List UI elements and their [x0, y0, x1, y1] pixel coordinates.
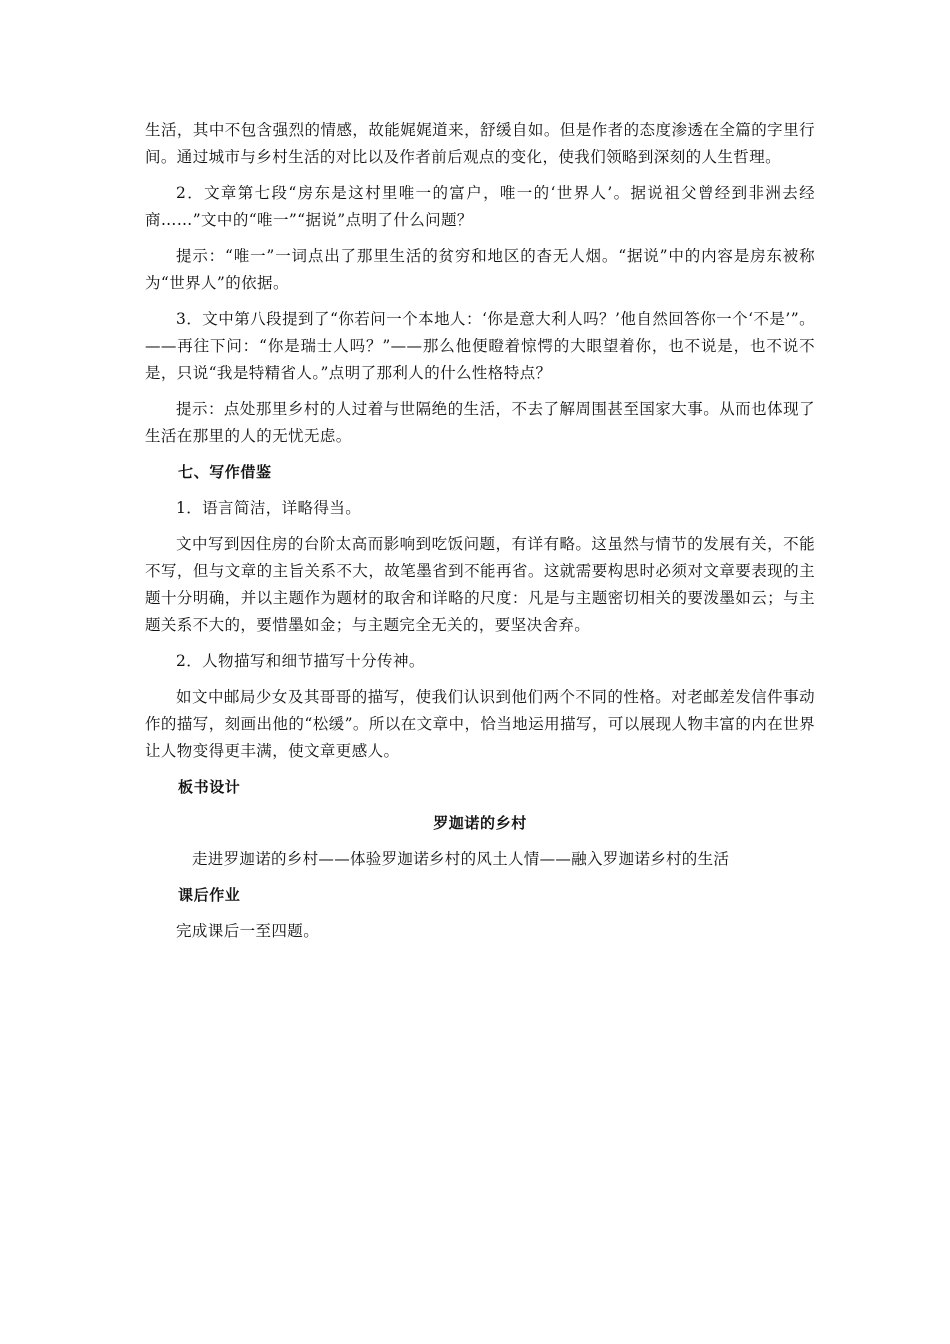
board-design-title: 罗迦诺的乡村	[433, 814, 527, 832]
section-7-heading: 七、写作借鉴	[178, 463, 272, 481]
intro-paragraph: 生活，其中不包含强烈的情感，故能娓娓道来，舒缓自如。但是作者的态度渗透在全篇的字里行间。通过城市与乡村生活的对比以及作者前后观点的变化，使我们领略到深刻的人生哲理。	[145, 121, 815, 166]
question-2: 2．文章第七段“房东是这村里唯一的富户，唯一的‘世界人’。据说祖父曾经到非洲去经商……”文中的“唯一”“据说”点明了什么问题？	[145, 184, 815, 229]
homework-heading: 课后作业	[178, 886, 241, 904]
answer-2: 提示：“唯一”一词点出了那里生活的贫穷和地区的杳无人烟。“据说”中的内容是房东被称为“世界人”的依据。	[145, 247, 815, 292]
answer-3: 提示：点处那里乡村的人过着与世隔绝的生活，不去了解周围甚至国家大事。从而也体现了生活在那里的人的无忧无虑。	[145, 400, 815, 445]
writing-point-2-title: 2．人物描写和细节描写十分传神。	[176, 652, 425, 670]
question-3: 3．文中第八段提到了“你若问一个本地人：‘你是意大利人吗？’他自然回答你一个‘不是’”。——再往下问：“你是瑞士人吗？”——那么他便瞪着惊愕的大眼望着你，也不说是，也不说不是，只说“我是特精省人。”点明了那利人的什么性格特点？	[145, 310, 815, 382]
writing-point-1-body: 文中写到因住房的台阶太高而影响到吃饭问题，有详有略。这虽然与情节的发展有关，不能不写，但与文章的主旨关系不大，故笔墨省到不能再省。这就需要构思时必须对文章要表现的主题十分明确，并以主题作为题材的取舍和详略的尺度：凡是与主题密切相关的要泼墨如云；与主题关系不大的，要惜墨如金；与主题完全无关的，要坚决舍弃。	[145, 535, 815, 634]
document-page	[145, 117, 815, 954]
writing-point-1-title: 1．语言简洁，详略得当。	[176, 499, 362, 517]
board-design-heading: 板书设计	[178, 778, 241, 796]
homework-body: 完成课后一至四题。	[176, 922, 320, 940]
board-design-flow: 走进罗迦诺的乡村——体验罗迦诺乡村的风土人情——融入罗迦诺乡村的生活	[192, 850, 730, 868]
writing-point-2-body: 如文中邮局少女及其哥哥的描写，使我们认识到他们两个不同的性格。对老邮差发信件事动作的描写，刻画出他的“松缓”。所以在文章中，恰当地运用描写，可以展现人物丰富的内在世界让人物变得更丰满，使文章更感人。	[145, 688, 815, 760]
